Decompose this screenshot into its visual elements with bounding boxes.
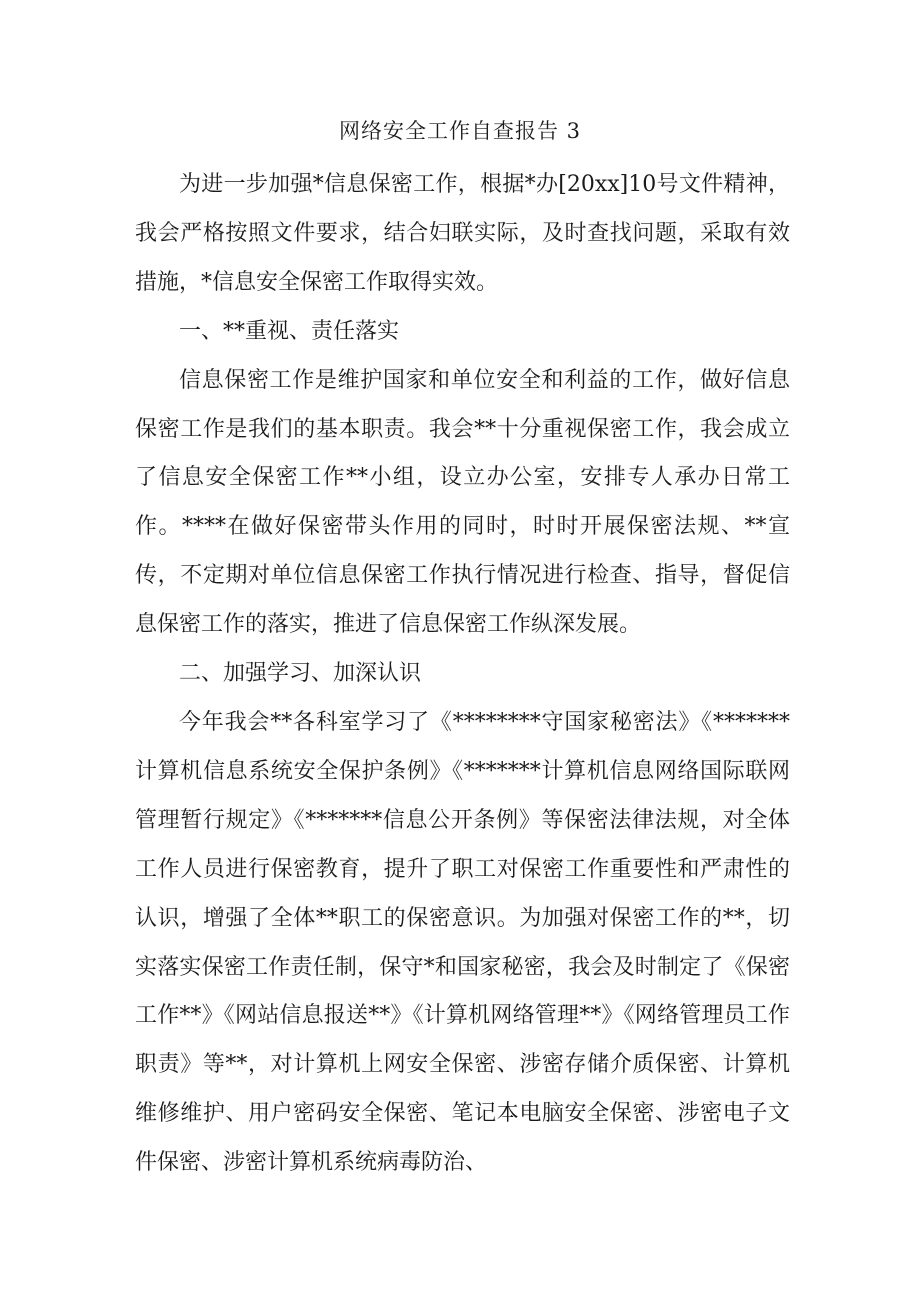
section-heading-1: 一、**重视、责任落实 bbox=[179, 318, 400, 344]
document-title: 网络安全工作自查报告 3 bbox=[338, 119, 582, 143]
section-1-paragraph: 信息保密工作是维护国家和单位安全和利益的工作，做好信息保密工作是我们的基本职责。我会**十分重视保密工作，我会成立了信息安全保密工作**小组，设立办公室，安排专人承办日常工作。****在做好保密带头作用的同时，时时开展保密法规、**宣传，不定期对单位信息保密工作执行情况进行检查、指导，督促信息保密工作的落实，推进了信息保密工作纵深发展。 bbox=[135, 367, 790, 638]
section-heading-2: 二、加强学习、加深认识 bbox=[179, 661, 422, 687]
section-2-paragraph: 今年我会**各科室学习了《********守国家秘密法》《*******计算机信息系统安全保护条例》《*******计算机信息网络国际联网管理暂行规定》《*******信息公开条例》等保密法律法规，对全体工作人员进行保密教育，提升了职工对保密工作重要性和严肃性的认识，增强了全体**职工的保密意识。为加强对保密工作的**，切实落实保密工作责任制，保守*和国家秘密，我会及时制定了《保密工作**》《网站信息报送**》《计算机网络管理**》《网络管理员工作职责》等**，对计算机上网安全保密、涉密存储介质保密、计算机维修维护、用户密码安全保密、笔记本电脑安全保密、涉密电子文件保密、涉密计算机系统病毒防治、 bbox=[135, 709, 790, 1176]
document-body bbox=[135, 161, 790, 1188]
intro-paragraph: 为进一步加强*信息保密工作，根据*办[20xx]10号文件精神，我会严格按照文件要求，结合妇联实际，及时查找问题，采取有效措施，*信息安全保密工作取得实效。 bbox=[135, 172, 790, 295]
